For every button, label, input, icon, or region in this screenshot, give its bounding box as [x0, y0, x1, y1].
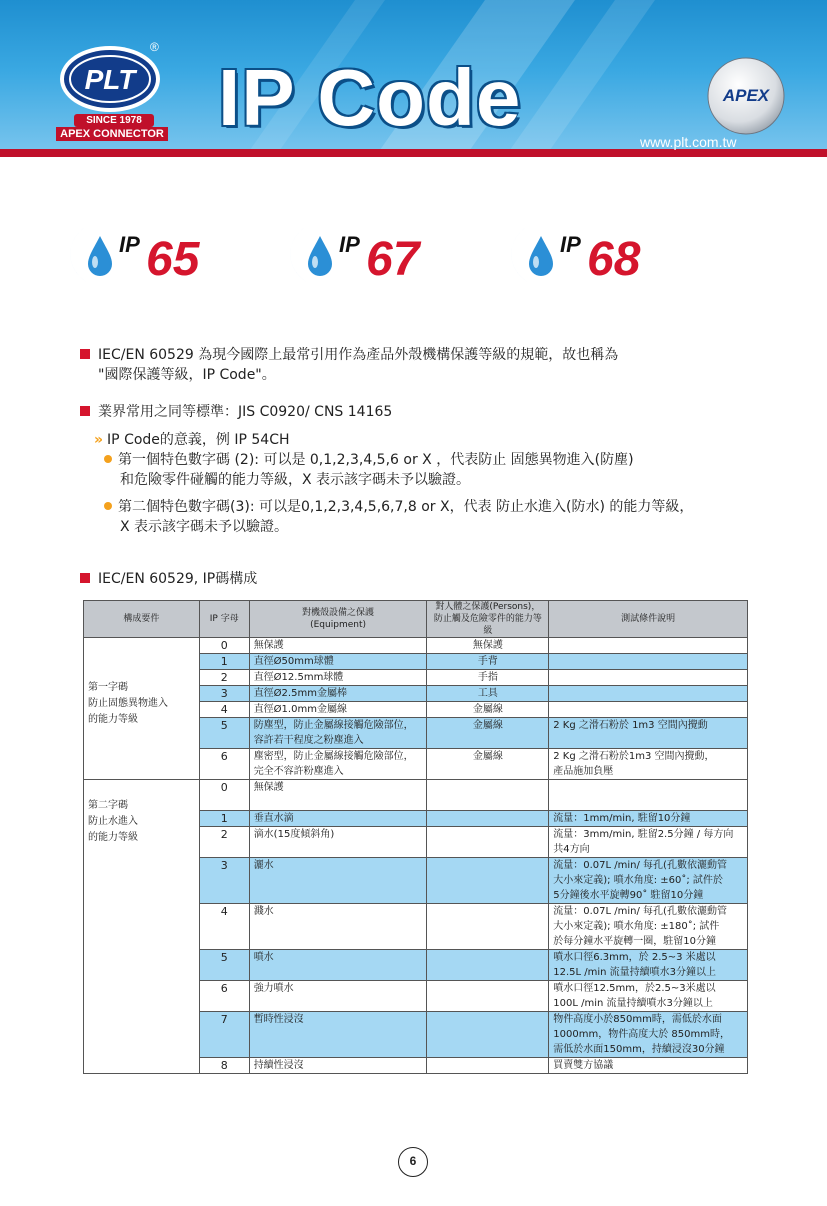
ip-digit-cell: 1 [199, 654, 249, 670]
persons-cell [427, 904, 549, 950]
col-header-equipment: 對機殼設備之保護 (Equipment) [249, 601, 427, 638]
ip-digit-cell: 4 [199, 702, 249, 718]
test-condition-cell: 物件高度小於850mm時，需低於水面 1000mm，物件高度大於 850mm時， 需低於水面150mm，持續浸沒30分鐘 [549, 1012, 748, 1058]
test-condition-cell [549, 780, 748, 811]
table-row [84, 780, 748, 811]
meaning-text: IP Code的意義，例 IP 54CH [107, 432, 290, 448]
dot-bullet-icon [104, 502, 112, 510]
first-digit-paragraph [104, 450, 634, 490]
ip65-badge [66, 222, 266, 292]
water-drop-icon [507, 222, 567, 286]
equipment-cell: 強力噴水 [249, 981, 427, 1012]
persons-cell: 工具 [427, 686, 549, 702]
header-banner [0, 0, 827, 157]
company-label: APEX CONNECTOR [56, 127, 168, 141]
ip-prefix: IP [339, 232, 360, 257]
equipment-cell: 塵密型，防止金屬線接觸危險部位， 完全不容許粉塵進入 [249, 749, 427, 780]
persons-cell [427, 780, 549, 811]
section-title: IEC/EN 60529, IP碼構成 [98, 571, 258, 587]
test-condition-cell: 買賣雙方協議 [549, 1058, 748, 1074]
ip-digit-cell: 6 [199, 981, 249, 1012]
table-row [84, 638, 748, 654]
intro-paragraph [80, 345, 618, 385]
intro-line-2: "國際保護等級，IP Code"。 [98, 367, 276, 383]
water-drop-icon [66, 222, 126, 286]
ip-digit-cell: 3 [199, 858, 249, 904]
equipment-cell: 直徑Ø1.0mm金屬線 [249, 702, 427, 718]
first-digit-line-2: 和危險零件碰觸的能力等級，X 表示該字碼未予以驗證。 [120, 472, 471, 488]
first-digit-line-1: 第一個特色數字碼 (2): 可以是 0,1,2,3,4,5,6 or X ，代表防止 固態異物進入(防塵) [118, 452, 634, 468]
test-condition-cell [549, 702, 748, 718]
ip-prefix: IP [119, 232, 140, 257]
persons-cell: 金屬線 [427, 718, 549, 749]
meaning-heading [94, 430, 290, 450]
equipment-cell: 直徑Ø2.5mm金屬棒 [249, 686, 427, 702]
ip67-badge [286, 222, 486, 292]
ip-digit-cell: 0 [199, 638, 249, 654]
equipment-cell: 暫時性浸沒 [249, 1012, 427, 1058]
ip-digit-cell: 3 [199, 686, 249, 702]
apex-logo-icon [706, 56, 786, 136]
equipment-cell: 無保護 [249, 638, 427, 654]
registered-mark: ® [150, 40, 159, 54]
equipment-cell: 濺水 [249, 904, 427, 950]
ip-digit-cell: 8 [199, 1058, 249, 1074]
page-title: IP Code [218, 53, 522, 142]
ip-digit-cell: 7 [199, 1012, 249, 1058]
ip-digit-cell: 1 [199, 811, 249, 827]
second-digit-line-2: X 表示該字碼未予以驗證。 [120, 519, 289, 535]
second-digit-paragraph [104, 497, 693, 537]
equipment-cell: 垂直水滴 [249, 811, 427, 827]
persons-cell [427, 858, 549, 904]
ip-code-table [83, 600, 748, 1074]
standards-paragraph [80, 402, 392, 422]
test-condition-cell: 2 Kg 之滑石粉於1m3 空間內攪動， 產品施加負壓 [549, 749, 748, 780]
ip-number: 65 [146, 233, 200, 286]
equipment-cell: 噴水 [249, 950, 427, 981]
persons-cell [427, 1058, 549, 1074]
ip-digit-cell: 5 [199, 950, 249, 981]
ip-digit-cell: 5 [199, 718, 249, 749]
equipment-cell: 灑水 [249, 858, 427, 904]
col-header-test: 測試條件說明 [549, 601, 748, 638]
dot-bullet-icon [104, 455, 112, 463]
ip-number: 68 [587, 233, 641, 286]
test-condition-cell: 流量：0.07L /min/ 每孔(孔數依灑動管 大小來定義); 噴水角度: ±60˚; 試件於 5分鐘後水平旋轉90˚ 駐留10分鐘 [549, 858, 748, 904]
website-link[interactable]: www.plt.com.tw [640, 134, 737, 150]
plt-logo-icon [58, 44, 162, 114]
table-header-row [84, 601, 748, 638]
test-condition-cell [549, 638, 748, 654]
standards-text: 業界常用之同等標準：JIS C0920/ CNS 14165 [98, 404, 393, 420]
ip68-badge [507, 222, 707, 292]
ip-digit-cell: 0 [199, 780, 249, 811]
apex-logo-text: APEX [722, 86, 770, 105]
second-digit-line-1: 第二個特色數字碼(3): 可以是0,1,2,3,4,5,6,7,8 or X，代表 防止水進入(防水) 的能力等級， [118, 499, 694, 515]
square-bullet-icon [80, 406, 90, 416]
persons-cell: 金屬線 [427, 702, 549, 718]
test-condition-cell [549, 686, 748, 702]
equipment-cell: 防塵型，防止金屬線接觸危險部位， 容許若干程度之粉塵進入 [249, 718, 427, 749]
ip-digit-cell: 2 [199, 670, 249, 686]
test-condition-cell [549, 670, 748, 686]
banner-stripe [0, 149, 827, 157]
equipment-cell: 滴水(15度傾斜角) [249, 827, 427, 858]
persons-cell: 手背 [427, 654, 549, 670]
persons-cell: 手指 [427, 670, 549, 686]
persons-cell: 無保護 [427, 638, 549, 654]
persons-cell [427, 950, 549, 981]
equipment-cell: 持續性浸沒 [249, 1058, 427, 1074]
ip-digit-cell: 2 [199, 827, 249, 858]
page-number: 6 [398, 1147, 428, 1177]
persons-cell [427, 811, 549, 827]
persons-cell [427, 981, 549, 1012]
test-condition-cell: 噴水口徑12.5mm，於2.5~3米處以 100L /min 流量持續噴水3分鐘以上 [549, 981, 748, 1012]
group-first-digit-label: 第一字碼 防止固態異物進入 的能力等級 [84, 638, 200, 780]
test-condition-cell: 流量：0.07L /min/ 每孔(孔數依灑動管 大小來定義); 噴水角度: ±180˚; 試件 於每分鐘水平旋轉一圈，駐留10分鐘 [549, 904, 748, 950]
intro-line-1: IEC/EN 60529 為現今國際上最常引用作為產品外殼機構保護等級的規範，故也稱為 [98, 347, 619, 363]
test-condition-cell: 噴水口徑6.3mm，於 2.5~3 米處以 12.5L /min 流量持續噴水3分鐘以上 [549, 950, 748, 981]
col-header-element: 構成要件 [84, 601, 200, 638]
since-label: SINCE 1978 [74, 114, 154, 127]
col-header-persons: 對人體之保護(Persons)， 防止觸及危險零件的能力等級 [427, 601, 549, 638]
brand-text: PLT [84, 64, 136, 95]
equipment-cell: 直徑Ø50mm球體 [249, 654, 427, 670]
persons-cell [427, 1012, 549, 1058]
ip-prefix: IP [560, 232, 581, 257]
col-header-ip-letter: IP 字母 [199, 601, 249, 638]
water-drop-icon [286, 222, 346, 286]
section-heading [80, 569, 257, 589]
ip-number: 67 [366, 233, 420, 286]
square-bullet-icon [80, 573, 90, 583]
chevron-right-icon: » [94, 432, 104, 448]
test-condition-cell: 流量：1mm/min, 駐留10分鐘 [549, 811, 748, 827]
square-bullet-icon [80, 349, 90, 359]
group-second-digit-label: 第二字碼 防止水進入 的能力等級 [84, 780, 200, 1074]
equipment-cell: 無保護 [249, 780, 427, 811]
equipment-cell: 直徑Ø12.5mm球體 [249, 670, 427, 686]
persons-cell [427, 827, 549, 858]
ip-digit-cell: 6 [199, 749, 249, 780]
test-condition-cell [549, 654, 748, 670]
persons-cell: 金屬線 [427, 749, 549, 780]
test-condition-cell: 2 Kg 之滑石粉於 1m3 空間內攪動 [549, 718, 748, 749]
ip-digit-cell: 4 [199, 904, 249, 950]
test-condition-cell: 流量：3mm/min, 駐留2.5分鐘 / 每方向 共4方向 [549, 827, 748, 858]
